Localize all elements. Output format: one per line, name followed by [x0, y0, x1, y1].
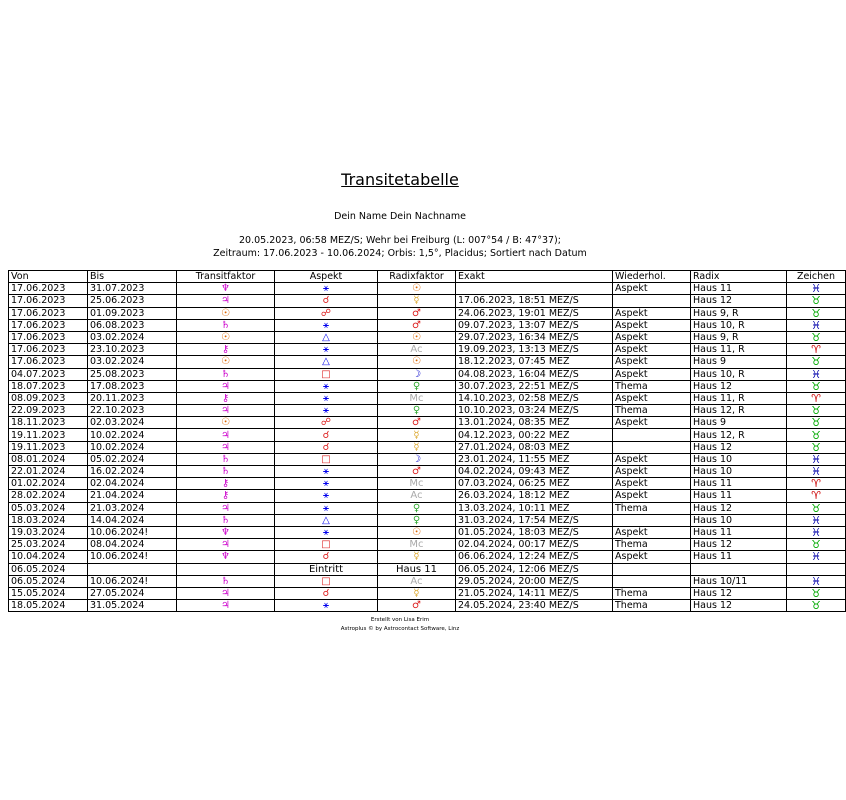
- ascendant-icon: Ac: [378, 490, 456, 502]
- pisces-icon: ♓: [787, 368, 846, 380]
- table-row: [9, 466, 846, 478]
- cell-wiederholung: Aspekt: [613, 307, 691, 319]
- cell-bis: 06.08.2023: [88, 319, 177, 331]
- cell-wiederholung: [613, 563, 691, 575]
- cell-bis: 25.06.2023: [88, 295, 177, 307]
- cell-bis: 22.10.2023: [88, 405, 177, 417]
- sextile-icon: ⚹: [275, 478, 378, 490]
- cell-bis: 10.06.2024!: [88, 575, 177, 587]
- cell-wiederholung: Aspekt: [613, 368, 691, 380]
- header-radixfaktor: Radixfaktor: [378, 271, 456, 283]
- cell-radix: Haus 11: [691, 551, 787, 563]
- cell-exakt: [456, 283, 613, 295]
- table-row: [9, 331, 846, 343]
- taurus-icon: ♉: [787, 307, 846, 319]
- sun-icon: ☉: [378, 526, 456, 538]
- cell-radix: Haus 11: [691, 283, 787, 295]
- cell-von: 22.09.2023: [9, 405, 88, 417]
- table-row: [9, 526, 846, 538]
- mars-icon: ♂: [378, 319, 456, 331]
- venus-icon: ♀: [378, 514, 456, 526]
- trine-icon: △: [275, 514, 378, 526]
- cell-radix: Haus 9: [691, 417, 787, 429]
- cell-aspekt: Eintritt: [275, 563, 378, 575]
- cell-wiederholung: Aspekt: [613, 466, 691, 478]
- cell-radix: Haus 9: [691, 356, 787, 368]
- aries-icon: ♈: [787, 478, 846, 490]
- cell-radix: Haus 12: [691, 295, 787, 307]
- cell-von: 17.06.2023: [9, 283, 88, 295]
- cell-von: 05.03.2024: [9, 502, 88, 514]
- mars-icon: ♂: [378, 307, 456, 319]
- cell-exakt: 18.12.2023, 07:45 MEZ: [456, 356, 613, 368]
- sextile-icon: ⚹: [275, 344, 378, 356]
- cell-wiederholung: [613, 575, 691, 587]
- cell-wiederholung: Aspekt: [613, 331, 691, 343]
- table-row: [9, 441, 846, 453]
- mercury-icon: ☿: [378, 295, 456, 307]
- cell-radix: Haus 10: [691, 466, 787, 478]
- chiron-icon: ⚷: [177, 490, 275, 502]
- taurus-icon: ♉: [787, 331, 846, 343]
- pisces-icon: ♓: [787, 551, 846, 563]
- cell-radix: Haus 12: [691, 587, 787, 599]
- transit-table: [8, 270, 846, 612]
- cell-exakt: 17.06.2023, 18:51 MEZ/S: [456, 295, 613, 307]
- sextile-icon: ⚹: [275, 466, 378, 478]
- header-radix: Radix: [691, 271, 787, 283]
- cell-von: 19.11.2023: [9, 441, 88, 453]
- sextile-icon: ⚹: [275, 405, 378, 417]
- taurus-icon: ♉: [787, 356, 846, 368]
- cell-bis: 17.08.2023: [88, 380, 177, 392]
- cell-bis: 20.11.2023: [88, 392, 177, 404]
- table-row: [9, 478, 846, 490]
- table-header-row: [9, 271, 846, 283]
- chiron-icon: ⚷: [177, 478, 275, 490]
- cell-bis: 03.02.2024: [88, 331, 177, 343]
- birth-data-line: 20.05.2023, 06:58 MEZ/S; Wehr bei Freiburg (L: 007°54 / B: 47°37);: [239, 235, 561, 246]
- saturn-icon: ♄: [177, 368, 275, 380]
- cell-exakt: 19.09.2023, 13:13 MEZ/S: [456, 344, 613, 356]
- cell-radix: Haus 11: [691, 490, 787, 502]
- cell-von: 18.03.2024: [9, 514, 88, 526]
- cell-exakt: 13.03.2024, 10:11 MEZ: [456, 502, 613, 514]
- cell-exakt: 24.06.2023, 19:01 MEZ/S: [456, 307, 613, 319]
- cell-exakt: 26.03.2024, 18:12 MEZ: [456, 490, 613, 502]
- table-row: [9, 356, 846, 368]
- cell-exakt: 04.12.2023, 00:22 MEZ: [456, 429, 613, 441]
- cell-radix: Haus 12: [691, 502, 787, 514]
- cell-radix: Haus 12: [691, 380, 787, 392]
- sextile-icon: ⚹: [275, 600, 378, 612]
- cell-von: 06.05.2024: [9, 575, 88, 587]
- cell-radix: Haus 12: [691, 539, 787, 551]
- cell-bis: 10.02.2024: [88, 441, 177, 453]
- cell-radix: Haus 10, R: [691, 368, 787, 380]
- saturn-icon: ♄: [177, 466, 275, 478]
- cell-bis: 31.05.2024: [88, 600, 177, 612]
- cell-exakt: 09.07.2023, 13:07 MEZ/S: [456, 319, 613, 331]
- square-icon: □: [275, 453, 378, 465]
- table-row: [9, 405, 846, 417]
- cell-von: 17.06.2023: [9, 319, 88, 331]
- cell-wiederholung: Aspekt: [613, 551, 691, 563]
- table-row: [9, 319, 846, 331]
- jupiter-icon: ♃: [177, 441, 275, 453]
- cell-von: 18.07.2023: [9, 380, 88, 392]
- sextile-icon: ⚹: [275, 502, 378, 514]
- cell-zeichen: [787, 563, 846, 575]
- cell-von: 17.06.2023: [9, 356, 88, 368]
- cell-wiederholung: Thema: [613, 539, 691, 551]
- conjunction-icon: ☌: [275, 587, 378, 599]
- pisces-icon: ♓: [787, 575, 846, 587]
- mercury-icon: ☿: [378, 441, 456, 453]
- taurus-icon: ♉: [787, 587, 846, 599]
- cell-von: 28.02.2024: [9, 490, 88, 502]
- cell-exakt: 23.01.2024, 11:55 MEZ: [456, 453, 613, 465]
- cell-bis: 21.04.2024: [88, 490, 177, 502]
- neptune-icon: ♆: [177, 551, 275, 563]
- pisces-icon: ♓: [787, 319, 846, 331]
- taurus-icon: ♉: [787, 417, 846, 429]
- table-body: [9, 283, 846, 612]
- midheaven-icon: Mc: [378, 539, 456, 551]
- cell-exakt: 14.10.2023, 02:58 MEZ/S: [456, 392, 613, 404]
- taurus-icon: ♉: [787, 295, 846, 307]
- cell-wiederholung: Aspekt: [613, 417, 691, 429]
- taurus-icon: ♉: [787, 429, 846, 441]
- moon-icon: ☽: [378, 453, 456, 465]
- cell-von: 17.06.2023: [9, 307, 88, 319]
- table-row: [9, 344, 846, 356]
- cell-bis: [88, 563, 177, 575]
- midheaven-icon: Mc: [378, 478, 456, 490]
- cell-exakt: 29.05.2024, 20:00 MEZ/S: [456, 575, 613, 587]
- cell-transitfaktor: [177, 563, 275, 575]
- cell-radix: Haus 10/11: [691, 575, 787, 587]
- table-row: [9, 575, 846, 587]
- table-row: [9, 417, 846, 429]
- cell-von: 17.06.2023: [9, 331, 88, 343]
- cell-bis: 27.05.2024: [88, 587, 177, 599]
- cell-bis: 31.07.2023: [88, 283, 177, 295]
- cell-exakt: 21.05.2024, 14:11 MEZ/S: [456, 587, 613, 599]
- person-name: Dein Name Dein Nachname: [334, 211, 466, 222]
- jupiter-icon: ♃: [177, 429, 275, 441]
- conjunction-icon: ☌: [275, 429, 378, 441]
- table-row: [9, 502, 846, 514]
- table-row: [9, 380, 846, 392]
- table-row: [9, 453, 846, 465]
- cell-bis: 01.09.2023: [88, 307, 177, 319]
- pisces-icon: ♓: [787, 283, 846, 295]
- cell-exakt: 10.10.2023, 03:24 MEZ/S: [456, 405, 613, 417]
- taurus-icon: ♉: [787, 600, 846, 612]
- jupiter-icon: ♃: [177, 380, 275, 392]
- cell-von: 18.05.2024: [9, 600, 88, 612]
- mars-icon: ♂: [378, 417, 456, 429]
- table-row: [9, 490, 846, 502]
- page-title: Transitetabelle: [341, 170, 459, 189]
- table-row: [9, 307, 846, 319]
- taurus-icon: ♉: [787, 502, 846, 514]
- mars-icon: ♂: [378, 466, 456, 478]
- cell-bis: 10.06.2024!: [88, 526, 177, 538]
- table-row: [9, 368, 846, 380]
- sextile-icon: ⚹: [275, 380, 378, 392]
- taurus-icon: ♉: [787, 441, 846, 453]
- taurus-icon: ♉: [787, 405, 846, 417]
- taurus-icon: ♉: [787, 380, 846, 392]
- saturn-icon: ♄: [177, 514, 275, 526]
- cell-exakt: 30.07.2023, 22:51 MEZ/S: [456, 380, 613, 392]
- jupiter-icon: ♃: [177, 539, 275, 551]
- cell-bis: 10.02.2024: [88, 429, 177, 441]
- cell-radix: Haus 9, R: [691, 307, 787, 319]
- cell-wiederholung: Thema: [613, 405, 691, 417]
- cell-exakt: 07.03.2024, 06:25 MEZ: [456, 478, 613, 490]
- table-row: [9, 392, 846, 404]
- cell-bis: 25.08.2023: [88, 368, 177, 380]
- pisces-icon: ♓: [787, 453, 846, 465]
- jupiter-icon: ♃: [177, 295, 275, 307]
- cell-von: 15.05.2024: [9, 587, 88, 599]
- cell-radix: Haus 10: [691, 453, 787, 465]
- cell-wiederholung: [613, 441, 691, 453]
- cell-wiederholung: Aspekt: [613, 392, 691, 404]
- pisces-icon: ♓: [787, 526, 846, 538]
- square-icon: □: [275, 539, 378, 551]
- cell-radix: Haus 11: [691, 526, 787, 538]
- cell-bis: 21.03.2024: [88, 502, 177, 514]
- jupiter-icon: ♃: [177, 600, 275, 612]
- ascendant-icon: Ac: [378, 344, 456, 356]
- cell-wiederholung: Aspekt: [613, 344, 691, 356]
- cell-von: 01.02.2024: [9, 478, 88, 490]
- cell-von: 08.09.2023: [9, 392, 88, 404]
- cell-radix: Haus 11, R: [691, 344, 787, 356]
- cell-wiederholung: Aspekt: [613, 490, 691, 502]
- venus-icon: ♀: [378, 502, 456, 514]
- cell-bis: 08.04.2024: [88, 539, 177, 551]
- cell-von: 06.05.2024: [9, 563, 88, 575]
- table-row: [9, 429, 846, 441]
- cell-von: 17.06.2023: [9, 295, 88, 307]
- cell-bis: 14.04.2024: [88, 514, 177, 526]
- cell-radixfaktor: Haus 11: [378, 563, 456, 575]
- cell-radix: Haus 11, R: [691, 392, 787, 404]
- table-row: [9, 551, 846, 563]
- cell-exakt: 04.08.2023, 16:04 MEZ/S: [456, 368, 613, 380]
- pisces-icon: ♓: [787, 466, 846, 478]
- saturn-icon: ♄: [177, 453, 275, 465]
- table-row: [9, 514, 846, 526]
- sun-icon: ☉: [378, 356, 456, 368]
- footer-author: Erstellt von Lisa Erim: [370, 617, 430, 623]
- sun-icon: ☉: [177, 331, 275, 343]
- sextile-icon: ⚹: [275, 490, 378, 502]
- neptune-icon: ♆: [177, 283, 275, 295]
- cell-radix: [691, 563, 787, 575]
- aries-icon: ♈: [787, 392, 846, 404]
- cell-wiederholung: Thema: [613, 600, 691, 612]
- cell-exakt: 27.01.2024, 08:03 MEZ: [456, 441, 613, 453]
- venus-icon: ♀: [378, 405, 456, 417]
- trine-icon: △: [275, 331, 378, 343]
- header-zeichen: Zeichen: [787, 271, 846, 283]
- cell-von: 08.01.2024: [9, 453, 88, 465]
- cell-von: 19.03.2024: [9, 526, 88, 538]
- header-aspekt: Aspekt: [275, 271, 378, 283]
- jupiter-icon: ♃: [177, 502, 275, 514]
- header-bis: Bis: [88, 271, 177, 283]
- period-settings-line: Zeitraum: 17.06.2023 - 10.06.2024; Orbis: 1,5°, Placidus; Sortiert nach Datum: [213, 248, 587, 259]
- sun-icon: ☉: [177, 417, 275, 429]
- header-transitfaktor: Transitfaktor: [177, 271, 275, 283]
- table-row: [9, 539, 846, 551]
- cell-von: 17.06.2023: [9, 344, 88, 356]
- sun-icon: ☉: [177, 356, 275, 368]
- table-row: [9, 600, 846, 612]
- cell-wiederholung: Thema: [613, 587, 691, 599]
- opposition-icon: ☍: [275, 307, 378, 319]
- conjunction-icon: ☌: [275, 441, 378, 453]
- pisces-icon: ♓: [787, 514, 846, 526]
- aries-icon: ♈: [787, 344, 846, 356]
- cell-exakt: 31.03.2024, 17:54 MEZ/S: [456, 514, 613, 526]
- table-row: [9, 587, 846, 599]
- sextile-icon: ⚹: [275, 283, 378, 295]
- ascendant-icon: Ac: [378, 575, 456, 587]
- cell-wiederholung: Aspekt: [613, 356, 691, 368]
- cell-radix: Haus 9, R: [691, 331, 787, 343]
- cell-von: 19.11.2023: [9, 429, 88, 441]
- cell-bis: 02.03.2024: [88, 417, 177, 429]
- cell-wiederholung: Aspekt: [613, 319, 691, 331]
- cell-bis: 03.02.2024: [88, 356, 177, 368]
- conjunction-icon: ☌: [275, 551, 378, 563]
- cell-wiederholung: [613, 295, 691, 307]
- cell-exakt: 04.02.2024, 09:43 MEZ: [456, 466, 613, 478]
- table-row: [9, 295, 846, 307]
- table-row: [9, 283, 846, 295]
- trine-icon: △: [275, 356, 378, 368]
- header-exakt: Exakt: [456, 271, 613, 283]
- cell-wiederholung: Thema: [613, 502, 691, 514]
- square-icon: □: [275, 575, 378, 587]
- cell-exakt: 29.07.2023, 16:34 MEZ/S: [456, 331, 613, 343]
- cell-exakt: 06.06.2024, 12:24 MEZ/S: [456, 551, 613, 563]
- cell-von: 18.11.2023: [9, 417, 88, 429]
- midheaven-icon: Mc: [378, 392, 456, 404]
- taurus-icon: ♉: [787, 539, 846, 551]
- cell-radix: Haus 12, R: [691, 405, 787, 417]
- sextile-icon: ⚹: [275, 526, 378, 538]
- square-icon: □: [275, 368, 378, 380]
- footer-copyright: Astroplus © by Astrocontact Software, Linz: [340, 626, 460, 632]
- mercury-icon: ☿: [378, 587, 456, 599]
- cell-radix: Haus 10: [691, 514, 787, 526]
- mercury-icon: ☿: [378, 429, 456, 441]
- cell-bis: 05.02.2024: [88, 453, 177, 465]
- cell-exakt: 06.05.2024, 12:06 MEZ/S: [456, 563, 613, 575]
- table-row: [9, 563, 846, 575]
- opposition-icon: ☍: [275, 417, 378, 429]
- cell-radix: Haus 12, R: [691, 429, 787, 441]
- cell-wiederholung: [613, 429, 691, 441]
- cell-radix: Haus 10, R: [691, 319, 787, 331]
- header-von: Von: [9, 271, 88, 283]
- cell-exakt: 13.01.2024, 08:35 MEZ: [456, 417, 613, 429]
- cell-von: 04.07.2023: [9, 368, 88, 380]
- cell-radix: Haus 11: [691, 478, 787, 490]
- sun-icon: ☉: [177, 307, 275, 319]
- sun-icon: ☉: [378, 331, 456, 343]
- cell-wiederholung: Thema: [613, 380, 691, 392]
- saturn-icon: ♄: [177, 575, 275, 587]
- saturn-icon: ♄: [177, 319, 275, 331]
- moon-icon: ☽: [378, 368, 456, 380]
- neptune-icon: ♆: [177, 526, 275, 538]
- aries-icon: ♈: [787, 490, 846, 502]
- cell-wiederholung: Aspekt: [613, 453, 691, 465]
- cell-bis: 23.10.2023: [88, 344, 177, 356]
- mars-icon: ♂: [378, 600, 456, 612]
- cell-wiederholung: Aspekt: [613, 526, 691, 538]
- cell-von: 10.04.2024: [9, 551, 88, 563]
- sextile-icon: ⚹: [275, 392, 378, 404]
- chiron-icon: ⚷: [177, 344, 275, 356]
- conjunction-icon: ☌: [275, 295, 378, 307]
- cell-von: 22.01.2024: [9, 466, 88, 478]
- cell-von: 25.03.2024: [9, 539, 88, 551]
- cell-wiederholung: [613, 514, 691, 526]
- chiron-icon: ⚷: [177, 392, 275, 404]
- cell-exakt: 24.05.2024, 23:40 MEZ/S: [456, 600, 613, 612]
- venus-icon: ♀: [378, 380, 456, 392]
- mercury-icon: ☿: [378, 551, 456, 563]
- cell-bis: 16.02.2024: [88, 466, 177, 478]
- cell-bis: 10.06.2024!: [88, 551, 177, 563]
- cell-bis: 02.04.2024: [88, 478, 177, 490]
- jupiter-icon: ♃: [177, 405, 275, 417]
- cell-wiederholung: Aspekt: [613, 283, 691, 295]
- cell-radix: Haus 12: [691, 441, 787, 453]
- cell-exakt: 01.05.2024, 18:03 MEZ/S: [456, 526, 613, 538]
- cell-wiederholung: Aspekt: [613, 478, 691, 490]
- cell-exakt: 02.04.2024, 00:17 MEZ/S: [456, 539, 613, 551]
- header-wiederholung: Wiederhol.: [613, 271, 691, 283]
- sun-icon: ☉: [378, 283, 456, 295]
- sextile-icon: ⚹: [275, 319, 378, 331]
- cell-radix: Haus 12: [691, 600, 787, 612]
- jupiter-icon: ♃: [177, 587, 275, 599]
